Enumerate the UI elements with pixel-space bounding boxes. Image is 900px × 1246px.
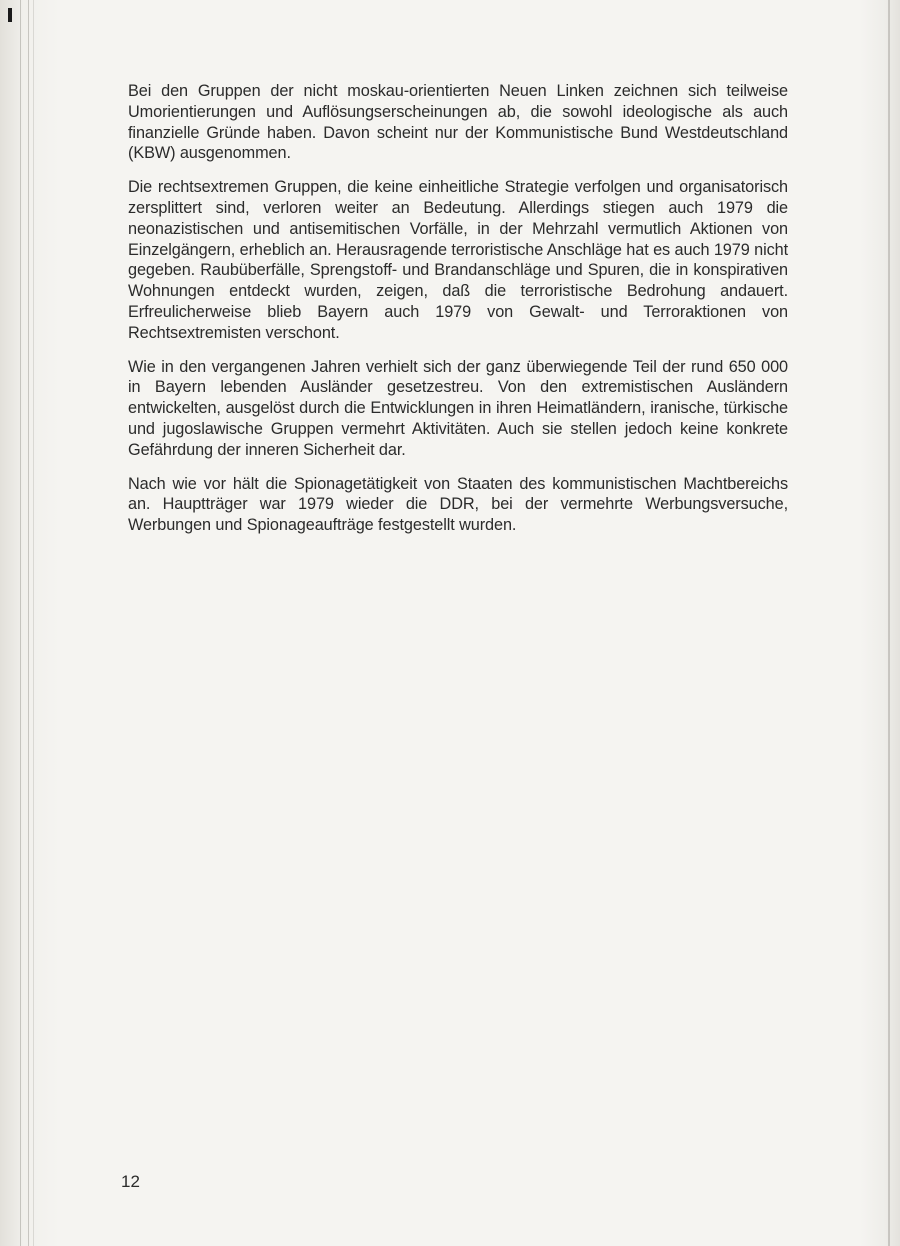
- paragraph-right-extremism: Die rechtsextremen Gruppen, die keine einheitliche Strategie verfolgen und organisatorisch zersplittert sind, verloren weiter an Bedeutung. Allerdings stiegen auch 1979 die neonazistischen und antisemitischen Vorfälle, in der Mehrzahl vermutlich Aktionen von Einzelgängern, erheblich an. Herausragende terroristische Anschläge hat es auch 1979 nicht gegeben. Raubüberfälle, Sprengstoff- und Brandanschläge und Spuren, die in konspirativen Wohnungen entdeckt wurden, zeigen, daß die terroristische Bedrohung andauert. Erfreulicherweise blieb Bayern auch 1979 von Gewalt- und Terroraktionen von Rechtsextremisten verschont.: [128, 178, 788, 342]
- binding-line: [28, 0, 29, 1246]
- body-text: [128, 81, 788, 549]
- binding-mark: [8, 8, 12, 22]
- page-edge: [888, 0, 890, 1246]
- binding-line: [33, 0, 34, 1246]
- paragraph-foreigners: Wie in den vergangenen Jahren verhielt sich der ganz überwiegende Teil der rund 650 000 in Bayern lebenden Ausländer gesetzestreu. Von den extremistischen Ausländern entwickelten, ausgelöst durch die Entwicklungen in ihren Heimatländern, iranische, türkische und jugoslawische Gruppen vermehrt Aktivitäten. Auch sie stellen jedoch keine konkrete Gefährdung der inneren Sicherheit dar.: [128, 357, 788, 459]
- paragraph-new-left: Bei den Gruppen der nicht moskau-orientierten Neuen Linken zeichnen sich teilweise Umorientierungen und Auflösungserscheinungen ab, die sowohl ideologische als auch finanzielle Gründe haben. Davon scheint nur der Kommunistische Bund Westdeutschland (KBW) ausgenommen.: [128, 82, 788, 163]
- paragraph-espionage: Nach wie vor hält die Spionagetätigkeit von Staaten des kommunistischen Machtbereichs an. Hauptträger war 1979 wieder die DDR, bei der vermehrte Werbungsversuche, Werbungen und Spionageaufträge festgestellt wurden.: [128, 474, 788, 535]
- page-number: 12: [121, 1172, 140, 1191]
- binding-line: [20, 0, 21, 1246]
